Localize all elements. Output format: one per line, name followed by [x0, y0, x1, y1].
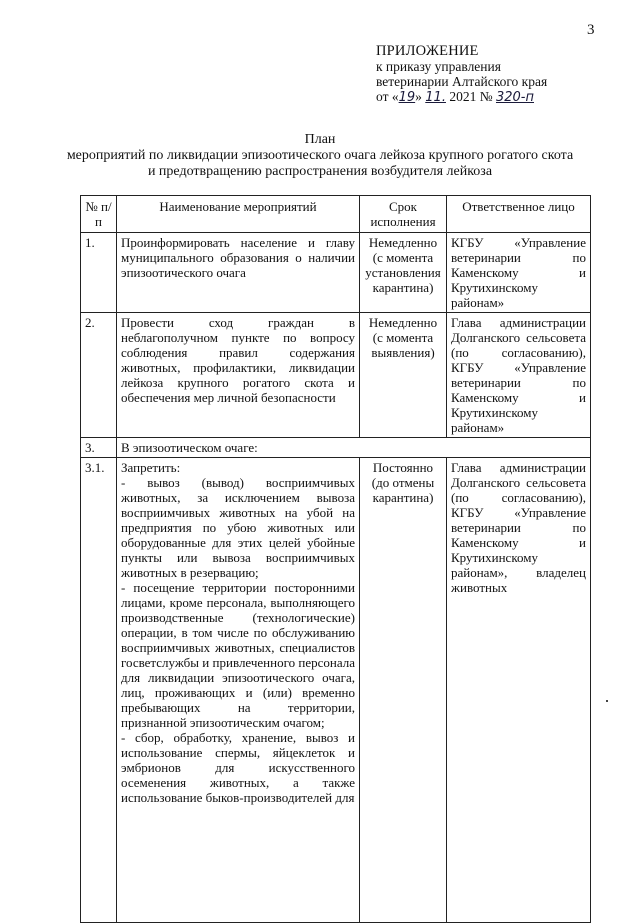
table-row	[81, 458, 591, 923]
row-num: 3.1.	[81, 458, 117, 923]
row-responsible: Глава администрации Долганского сельсовета (по согласованию), КГБУ «Управление ветеринарии по Каменскому и Крутихинскому районам»	[447, 313, 591, 438]
row-num: 2.	[81, 313, 117, 438]
table-row	[81, 233, 591, 313]
scan-speck	[606, 700, 608, 702]
document-title	[40, 132, 600, 180]
appendix-block	[376, 44, 547, 105]
measures-table	[80, 195, 591, 923]
prohibit-item: - посещение территории посторонними лицами, кроме персонала, выполняющего производственные (технологические) операции, в том числе по обслуживанию восприимчивых животных, специалистов госветслужбы и привлеченного персонала для ликвидации эпизоотического очага, лиц, проживающих и (или) временно пребывающих на территории, признанной эпизоотическим очагом;	[121, 580, 355, 730]
prohibit-heading: Запретить:	[121, 460, 181, 475]
row-term: Постоянно (до отмены карантина)	[360, 458, 447, 923]
appendix-line-1: к приказу управления	[376, 59, 501, 74]
title-line-3: и предотвращению распространения возбудителя лейкоза	[147, 164, 493, 179]
row-term: Немедленно (с момента выявления)	[360, 313, 447, 438]
appendix-date-line	[376, 89, 547, 105]
date-month: 11.	[425, 90, 446, 105]
table-header-row	[81, 196, 591, 233]
title-line-2: мероприятий по ликвидации эпизоотического очага лейкоза крупного рогатого скота	[66, 148, 574, 163]
row-name: Провести сход граждан в неблагополучном пункте по вопросу соблюдения правил содержания животных, профилактики, ликвидации лейкоза крупного рогатого скота и обеспечения мер личной безопасности	[117, 313, 360, 438]
row-responsible: КГБУ «Управление ветеринарии по Каменскому и Крутихинскому районам»	[447, 233, 591, 313]
appendix-heading: ПРИЛОЖЕНИЕ	[376, 43, 479, 59]
row-num: 1.	[81, 233, 117, 313]
appendix-line-2: ветеринарии Алтайского края	[376, 74, 548, 89]
header-responsible: Ответственное лицо	[447, 196, 591, 233]
prohibit-item: - сбор, обработку, хранение, вывоз и использование спермы, яйцеклеток и эмбрионов для искусственного осеменения животных, а также использование быков-производителей для	[121, 730, 355, 805]
row-responsible: Глава администрации Долганского сельсовета (по согласованию), КГБУ «Управление ветеринарии по Каменскому и Крутихинскому районам», владелец животных	[447, 458, 591, 923]
header-name: Наименование мероприятий	[117, 196, 360, 233]
date-day: 19	[398, 90, 416, 105]
row-name: В эпизоотическом очаге:	[117, 438, 591, 458]
row-num: 3.	[81, 438, 117, 458]
table-row	[81, 313, 591, 438]
row-name: Проинформировать население и главу муниципального образования о наличии эпизоотического очага	[117, 233, 360, 313]
page-number: 3	[587, 22, 595, 38]
order-number: 320-п	[495, 90, 534, 105]
header-term: Срок исполнения	[360, 196, 447, 233]
header-num: № п/п	[81, 196, 117, 233]
title-line-1: План	[304, 132, 336, 147]
prohibit-item: - вывоз (вывод) восприимчивых животных, за исключением вывоза восприимчивых животных на убой на предприятия по убою животных или оборудованные для этих целей убойные пункты или вывоза восприимчивых животных в резервацию;	[121, 475, 355, 580]
row-name	[117, 458, 360, 923]
row-term: Немедленно (с момента установления карантина)	[360, 233, 447, 313]
table-row	[81, 438, 591, 458]
date-mid: »	[415, 89, 422, 104]
date-year: 2021 №	[449, 89, 493, 104]
date-prefix: от «	[376, 89, 399, 104]
